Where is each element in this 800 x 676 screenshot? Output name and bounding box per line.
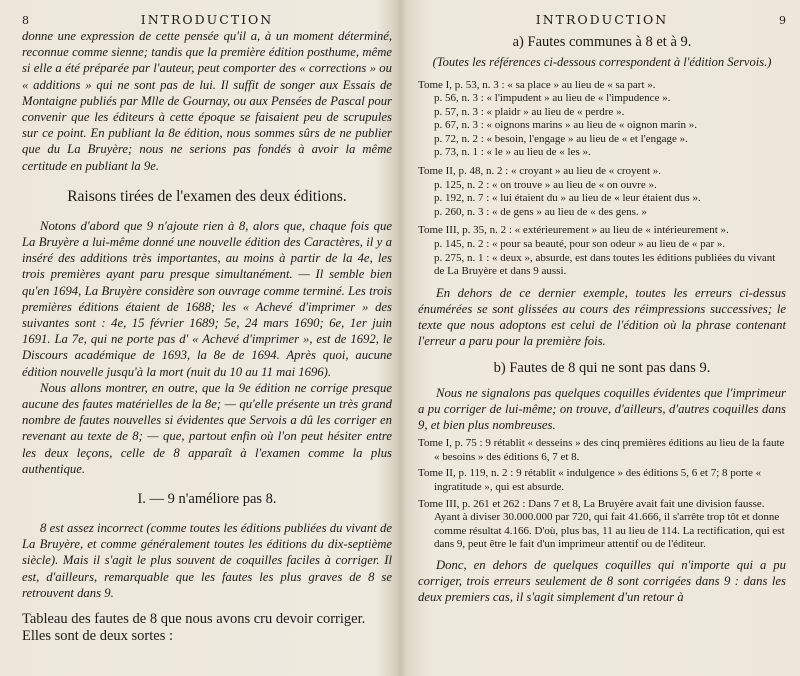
closing-paragraph: Donc, en dehors de quelques coquilles qui n'importe qui a pu corriger, trois erreurs seulement de 8 sont corrigées dans 9 : dans les deux premiers cas, il s'agit simplement d'un retour à bbox=[418, 557, 786, 605]
right-page-header bbox=[418, 0, 786, 28]
list-item: p. 56, n. 3 : « l'impudent » au lieu de « l'impudence ». bbox=[434, 92, 671, 105]
list-item: Tome II, p. 119, n. 2 : 9 rétablit « indulgence » des éditions 5, 6 et 7; 8 porte « ingratitude », qui est absurde. bbox=[418, 467, 762, 494]
right-page bbox=[418, 0, 786, 676]
left-page bbox=[22, 0, 392, 676]
list-item: p. 192, n. 7 : « lui étaient du » au lieu de « leur étaient dus ». bbox=[434, 192, 701, 205]
section-heading-a: a) Fautes communes à 8 et à 9. bbox=[512, 34, 692, 50]
paragraph: En dehors de ce dernier exemple, toutes les erreurs ci-dessus énumérées se sont glissées au cours des réimpressions successives; le texte que nous adoptons est celui de l'édition où la phrase contenant l'erreur a paru pour la première fois. bbox=[418, 285, 786, 349]
list-item: Tome III, p. 261 et 262 : Dans 7 et 8, La Bruyère avait fait une division fausse. Ayant à diviser 30.000.000 par 720, qui fait 41.666, il s'arrête trop tôt et donne comme résultat 4.166. D'où, plus bas, 11 au lieu de 114. La rectification, qui est dans 9, peut être le fait d'un imprimeur attentif ou de l'éditeur. bbox=[418, 497, 785, 551]
errors-list-b bbox=[418, 437, 786, 552]
page-number: 9 bbox=[779, 14, 786, 27]
left-page-header bbox=[22, 0, 392, 28]
paragraph: 8 est assez incorrect (comme toutes les éditions publiées du vivant de La Bruyère, et comme généralement toutes les éditions du dix-septième siècle). Mais il s'agit le plus souvent de coquilles faciles à corriger. Il est, d'ailleurs, remarquable que les fautes les plus graves de 8 se retrouvent dans 9. bbox=[22, 521, 392, 600]
section-heading-b: b) Fautes de 8 qui ne sont pas dans 9. bbox=[493, 359, 711, 376]
list-item: p. 275, n. 1 : « deux », absurde, est dans toutes les éditions publiées du vivant de La Bruyère et dans 9 aussi. bbox=[434, 251, 776, 278]
paragraph: Nous allons montrer, en outre, que la 9e édition ne corrige presque aucune des fautes matérielles de la 8e; — qu'elle présente un très grand nombre de fautes nouvelles si évidentes que Servois a dû les corriger en revenant au texte de 8; — que, partout enfin où l'on peut hésiter entre les deux leçons, celle de 8 apparaît à l'examen comme la plus authentique. bbox=[22, 380, 392, 476]
list-item: p. 260, n. 3 : « de gens » au lieu de « des gens. » bbox=[434, 205, 647, 218]
list-item: p. 67, n. 3 : « oignons marins » au lieu de « oignon marin ». bbox=[434, 119, 698, 132]
running-title: INTRODUCTION bbox=[535, 12, 669, 27]
table-intro: Tableau des fautes de 8 que nous avons cru devoir corriger. Elles sont de deux sortes : bbox=[22, 611, 366, 645]
references-note: (Toutes les références ci-dessous correspondent à l'édition Servois.) bbox=[432, 55, 772, 69]
opening-paragraph: donne une expression de cette pensée qu'il a, à un moment déterminé, reconnue comme sienne; tandis que la première édition posthume, même si elle a été préparée par l'auteur, peut comporter des « corrections » ou « additions » qui ne sont pas de lui. Il suffit de songer aux Essais de Montaigne publiés par Mlle de Gournay, ou aux Pensées de Pascal pour convenir que les éditeurs à cette époque se faisaient peu de scrupules sur ce point. En publiant la 8e édition, nous sommes sûrs de ne publier que du La Bruyère; nous ne serions pas fondés à avoir la même certitude en publiant la 9e. bbox=[22, 29, 392, 173]
paragraph: Notons d'abord que 9 n'ajoute rien à 8, alors que, chaque fois que La Bruyère a lui-même donné une nouvelle édition des Caractères, il y a inséré des additions très importantes, au moins à partir de la 4e, les trois premières ayant paru presque simultanément. — Il semble bien qu'en 1694, La Bruyère considère son ouvrage comme terminé. Les trois premières éditions étaient de 1688; les « Achevé d'imprimer » des suivantes sont : 4e, 15 février 1689; 5e, 24 mars 1690; 6e, 1er juin 1691. La 7e, qui ne porte pas d' « Achevé d'imprimer », est de 1692, le Discours académique de 1693, la 8e de 1694. Après quoi, aucune édition nouvelle jusqu'à la mort (nuit du 10 au 11 mai 1696). bbox=[22, 218, 392, 379]
paragraph: Nous ne signalons pas quelques coquilles évidentes que l'imprimeur a pu corriger de lui-même; on trouve, d'ailleurs, d'autres coquilles dans 9, et bien plus nombreuses. bbox=[418, 385, 786, 433]
list-item: Tome II, p. 48, n. 2 : « croyant » au lieu de « croyent ». bbox=[418, 165, 661, 178]
list-item: p. 145, n. 2 : « pour sa beauté, pour son odeur » au lieu de « par ». bbox=[434, 238, 726, 251]
list-item: Tome III, p. 35, n. 2 : « extérieurement » au lieu de « intérieurement ». bbox=[418, 224, 729, 237]
list-item: p. 125, n. 2 : « on trouve » au lieu de « on ouvre ». bbox=[434, 178, 657, 191]
subheading: I. — 9 n'améliore pas 8. bbox=[137, 491, 277, 508]
page-number: 8 bbox=[22, 14, 29, 27]
list-item: p. 57, n. 3 : « plaidr » au lieu de « perdre ». bbox=[434, 105, 625, 118]
errors-list-a bbox=[418, 79, 786, 279]
list-item: p. 73, n. 1 : « le » au lieu de « les ». bbox=[434, 146, 591, 159]
list-item: Tome I, p. 53, n. 3 : « sa place » au lieu de « sa part ». bbox=[418, 78, 656, 91]
list-item: Tome I, p. 75 : 9 rétablit « desseins » des cinq premières éditions au lieu de la faute « besoins » des éditions 6, 7 et 8. bbox=[418, 437, 785, 463]
running-title: INTRODUCTION bbox=[140, 12, 274, 27]
list-item: p. 72, n. 2 : « besoin, l'engage » au lieu de « et l'engage ». bbox=[434, 132, 688, 145]
section-heading: Raisons tirées de l'examen des deux éditions. bbox=[67, 187, 347, 205]
